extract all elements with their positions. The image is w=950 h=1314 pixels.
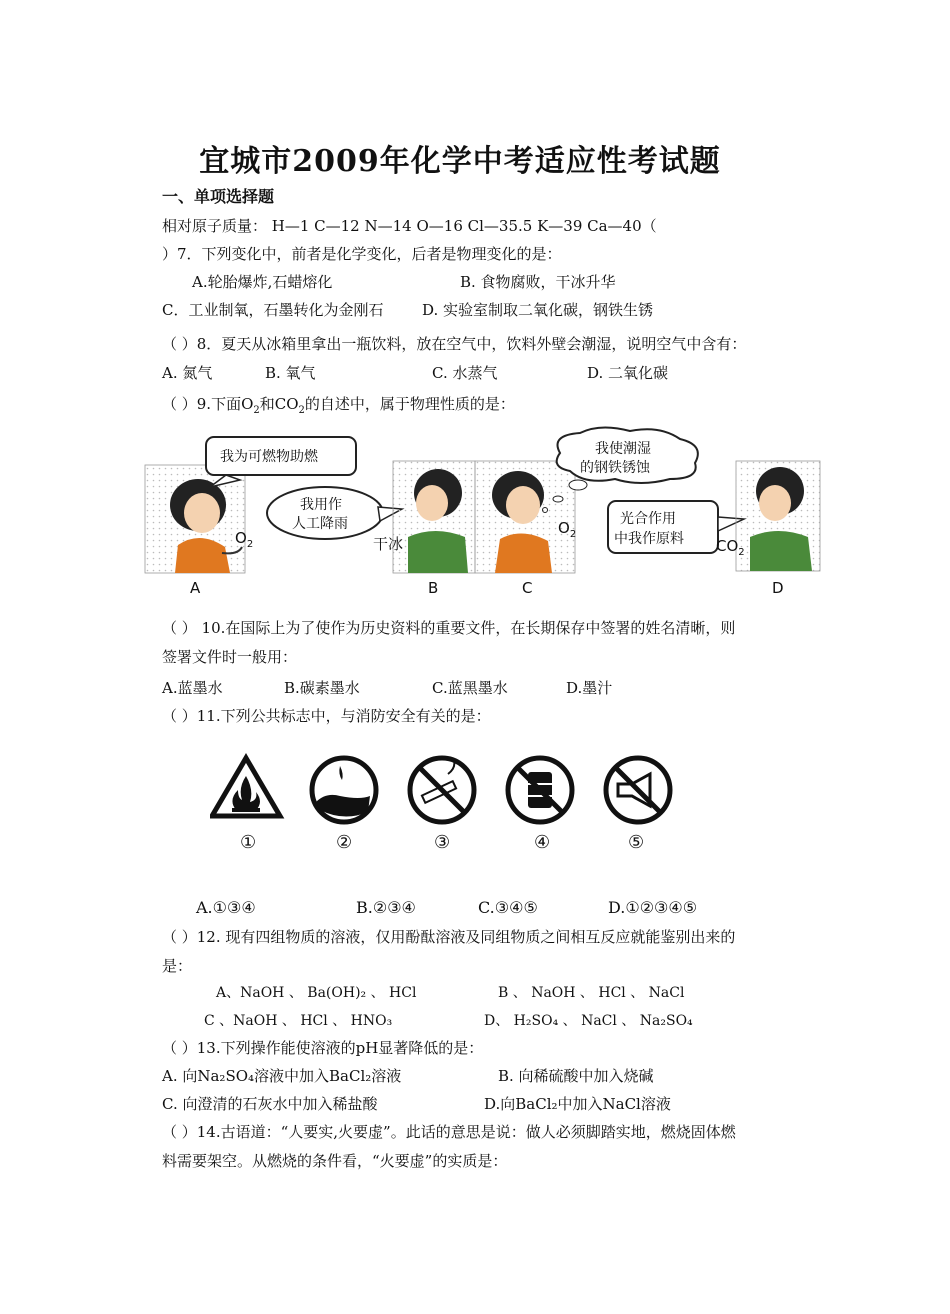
q11-option-d: D.①②③④⑤ (608, 898, 698, 917)
sign-label-4: ④ (534, 832, 551, 853)
panel-label-c: C (522, 579, 533, 597)
q13-option-a: A. 向Na₂SO₄溶液中加入BaCl₂溶液 (162, 1067, 402, 1085)
q10-option-a: A.蓝墨水 (162, 679, 223, 697)
bubble-d-text-2: 中我作原料 (614, 531, 684, 547)
q7-option-b: B. 食物腐败，干冰升华 (460, 273, 616, 291)
q14-stem-2: 料需要架空。从燃烧的条件看，“火要虚”的实质是： (162, 1152, 508, 1170)
sign-label-5: ⑤ (628, 832, 645, 853)
corrosive-icon (312, 758, 376, 822)
bubble-c-text-1: 我使潮湿 (595, 441, 651, 457)
q14-stem-1: （ ）14.古语道：“人要实,火要虚”。此话的意思是说：做人必须脚踏实地，燃烧固体燃 (162, 1123, 736, 1141)
no-explosives-icon (508, 758, 572, 822)
q13-stem: （ ）13.下列操作能使溶液的pH显著降低的是： (162, 1039, 484, 1057)
sign-label-1: ① (240, 832, 257, 853)
bubble-c-text-2: 的钢铁锈蚀 (580, 460, 650, 476)
svg-text:CO2: $CO_2$ (716, 537, 745, 558)
o2-label-a: O (235, 529, 247, 547)
q8-option-a: A. 氮气 (162, 364, 213, 382)
svg-text:O2: $O_2$ (235, 529, 254, 550)
atomic-mass-line: 相对原子质量： H—1 C—12 N—14 O—16 Cl—35.5 K—39 Ca—40（ (162, 217, 657, 235)
bubble-a-text: 我为可燃物助燃 (220, 449, 318, 465)
q12-option-b: B 、 NaOH 、 HCl 、 NaCl (498, 985, 685, 1001)
sign-label-3: ③ (434, 832, 451, 853)
bubble-d-text-1: 光合作用 (620, 511, 676, 527)
q8-option-b: B. 氧气 (265, 364, 316, 382)
q13-option-b: B. 向稀硫酸中加入烧碱 (498, 1067, 654, 1085)
q11-option-c: C.③④⑤ (478, 898, 538, 917)
panel-label-a: A (190, 579, 201, 597)
dry-ice-label: 干冰 (373, 535, 404, 553)
q12-stem-1: （ ）12. 现有四组物质的溶液，仅用酚酞溶液及同组物质之间相互反应就能鉴别出来的 (162, 928, 736, 946)
q12-option-d: D、 H₂SO₄ 、 NaCl 、 Na₂SO₄ (484, 1013, 693, 1029)
q11-option-b: B.②③④ (356, 898, 416, 917)
q9-cartoon-figure (140, 425, 830, 605)
bubble-b-text-2: 人工降雨 (292, 516, 348, 532)
q10-option-b: B.碳素墨水 (284, 679, 360, 697)
q13-option-d: D.向BaCl₂中加入NaCl溶液 (484, 1095, 671, 1113)
q10-stem-1: （ ） 10.在国际上为了使作为历史资料的重要文件，在长期保存中签署的姓名清晰，则 (162, 619, 736, 637)
no-horn-icon (606, 758, 670, 822)
o2-label-c: O (558, 519, 570, 537)
sign-label-2: ② (336, 832, 353, 853)
no-smoking-icon (410, 758, 474, 822)
q11-option-a: A.①③④ (196, 898, 256, 917)
q10-option-c: C.蓝黑墨水 (432, 679, 508, 697)
q10-stem-2: 签署文件时一般用： (162, 648, 298, 666)
bubble-b-text-1: 我用作 (300, 497, 342, 513)
panel-b (267, 461, 475, 597)
q8-stem: （ ）8．夏天从冰箱里拿出一瓶饮料，放在空气中，饮料外壁会潮湿，说明空气中含有： (162, 335, 747, 353)
section-heading: 一、单项选择题 (162, 187, 275, 206)
q8-option-c: C. 水蒸气 (432, 364, 498, 382)
q10-option-d: D.墨汁 (566, 679, 613, 697)
panel-label-d: D (772, 579, 784, 597)
q11-stem: （ ）11.下列公共标志中，与消防安全有关的是： (162, 707, 491, 725)
q7-stem: ）7．下列变化中，前者是化学变化，后者是物理变化的是： (162, 245, 562, 263)
flammable-warning-icon (212, 758, 280, 816)
co2-label: CO (716, 537, 739, 555)
svg-text:O2: $O_2$ (558, 519, 577, 540)
q7-option-c: C．工业制氧，石墨转化为金刚石 (162, 301, 384, 319)
page-title: 宜城市2009年化学中考适应性考试题 (199, 144, 721, 179)
q7-option-d: D. 实验室制取二氧化碳，钢铁生锈 (422, 301, 654, 319)
q8-option-d: D. 二氧化碳 (587, 364, 669, 382)
q13-option-c: C. 向澄清的石灰水中加入稀盐酸 (162, 1095, 378, 1113)
q7-option-a: A.轮胎爆炸,石蜡熔化 (192, 273, 333, 291)
q12-option-c: C 、NaOH 、 HCl 、 HNO₃ (204, 1013, 393, 1029)
q9-stem: （ ）9.下面$O_2$和$CO_2$的自述中，属于物理性质的是： (162, 395, 515, 416)
panel-label-b: B (428, 579, 439, 597)
q12-stem-2: 是： (162, 957, 193, 975)
q12-option-a: A、NaOH 、 Ba(OH)₂ 、 HCl (216, 985, 417, 1001)
